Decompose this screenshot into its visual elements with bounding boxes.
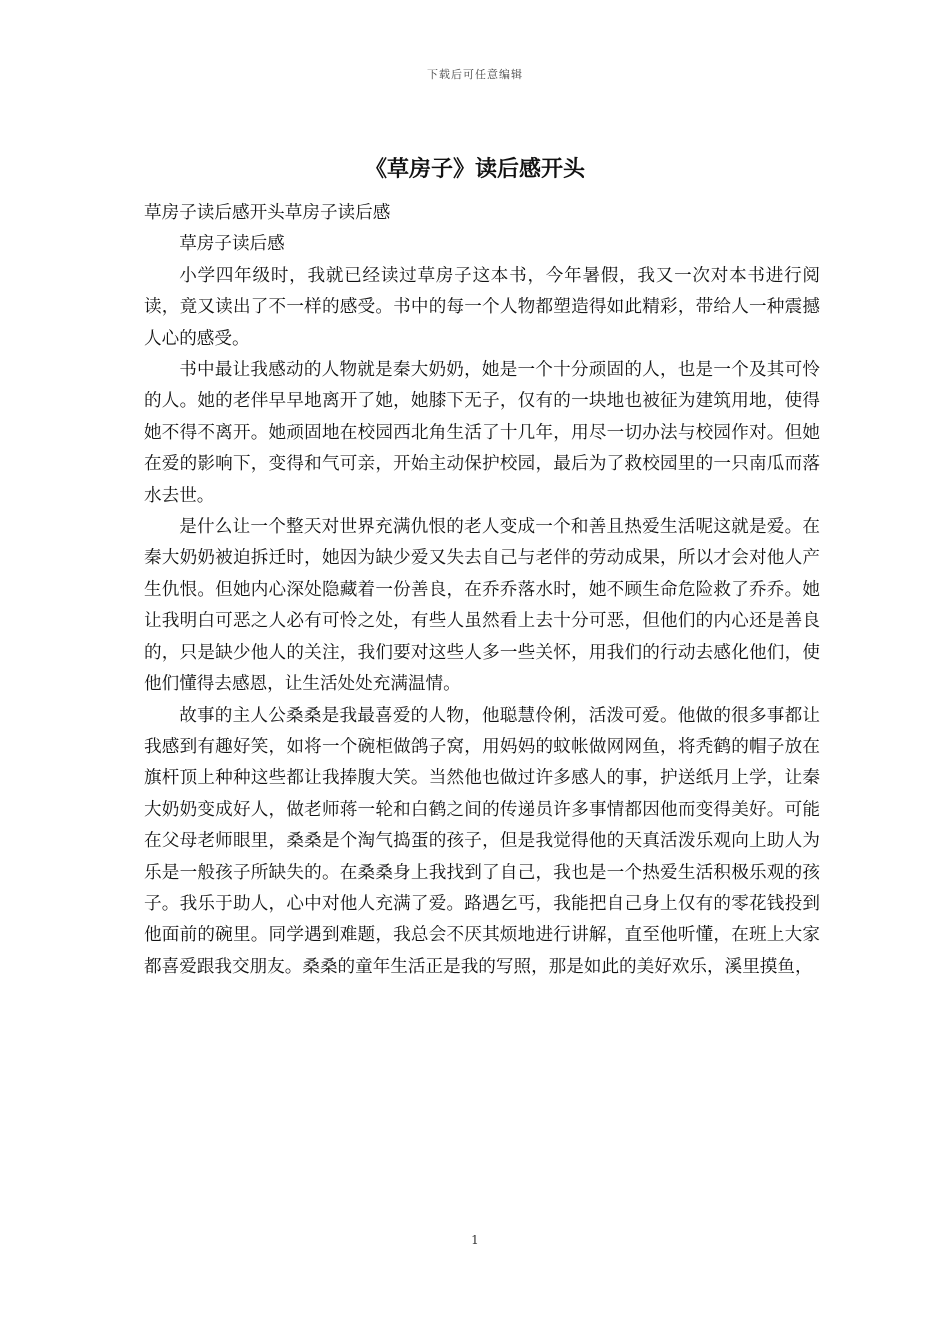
document-title: 《草房子》读后感开头 bbox=[364, 157, 585, 182]
header-note: 下载后可任意编辑 bbox=[427, 68, 523, 81]
section-heading: 草房子读后感 bbox=[179, 234, 285, 255]
paragraph: 是什么让一个整天对世界充满仇恨的老人变成一个和善且热爱生活呢这就是爱。在秦大奶奶被迫拆迁时，她因为缺少爱又失去自己与老伴的劳动成果，所以才会对他人产生仇恨。但她内心深处隐藏着一份善良，在乔乔落水时，她不顾生命危险救了乔乔。她让我明白可恶之人必有可怜之处，有些人虽然看上去十分可恶，但他们的内心还是善良的，只是缺少他人的关注，我们要对这些人多一些关怀，用我们的行动去感化他们，使他们懂得去感恩，让生活处处充满温情。 bbox=[144, 517, 820, 695]
paragraph: 书中最让我感动的人物就是秦大奶奶，她是一个十分顽固的人，也是一个及其可怜的人。她的老伴早早地离开了她，她膝下无子，仅有的一块地也被征为建筑用地，使得她不得不离开。她顽固地在校园西北角生活了十几年，用尽一切办法与校园作对。但她在爱的影响下，变得和气可亲，开始主动保护校园，最后为了救校园里的一只南瓜而落水去世。 bbox=[144, 360, 820, 506]
paragraph: 故事的主人公桑桑是我最喜爱的人物，他聪慧伶俐，活泼可爱。他做的很多事都让我感到有趣好笑，如将一个碗柜做鸽子窝，用妈妈的蚊帐做网网鱼，将秃鹤的帽子放在旗杆顶上种种这些都让我捧腹大笑。当然他也做过许多感人的事，护送纸月上学，让秦大奶奶变成好人，做老师蒋一轮和白鹤之间的传递员许多事情都因他而变得美好。可能在父母老师眼里，桑桑是个淘气捣蛋的孩子，但是我觉得他的天真活泼乐观向上助人为乐是一般孩子所缺失的。在桑桑身上我找到了自己，我也是一个热爱生活积极乐观的孩子。我乐于助人，心中对他人充满了爱。路遇乞丐，我能把自己身上仅有的零花钱投到他面前的碗里。同学遇到难题，我总会不厌其烦地进行讲解，直至他听懂，在班上大家都喜爱跟我交朋友。桑桑的童年生活正是我的写照，那是如此的美好欢乐，溪里摸鱼， bbox=[144, 705, 820, 977]
page-number: 1 bbox=[471, 1233, 479, 1247]
paragraph: 小学四年级时，我就已经读过草房子这本书，今年暑假，我又一次对本书进行阅读，竟又读出了不一样的感受。书中的每一个人物都塑造得如此精彩，带给人一种震撼人心的感受。 bbox=[144, 265, 820, 349]
document-body bbox=[144, 198, 820, 983]
subtitle-line: 草房子读后感开头草房子读后感 bbox=[144, 203, 391, 223]
